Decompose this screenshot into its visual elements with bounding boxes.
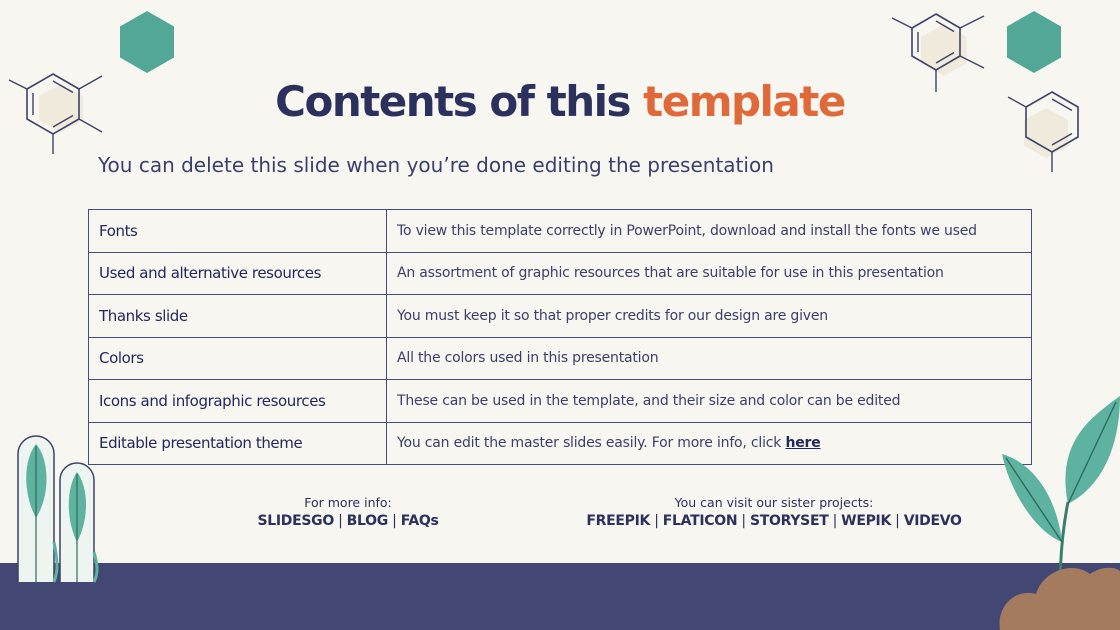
row-value: You must keep it so that proper credits for our design are given [387,295,1032,338]
subtitle: You can delete this slide when you’re done editing the presentation [98,153,774,177]
link-faqs[interactable]: FAQs [400,513,439,529]
table-row [89,210,1032,253]
link-wepik[interactable]: WEPIK [841,513,891,529]
row-key: Fonts [89,210,387,253]
title-main: Contents of this [275,77,631,126]
row-value: All the colors used in this presentation [387,337,1032,380]
link-slidesgo[interactable]: SLIDESGO [257,513,334,529]
separator: | [650,513,663,529]
title-accent: template [643,77,845,126]
row-value: An assortment of graphic resources that are suitable for use in this presentation [387,252,1032,295]
row-value-text: You can edit the master slides easily. For more info, click [397,435,786,452]
row-value [387,422,1032,465]
sister-projects-block [574,494,974,530]
separator: | [891,513,904,529]
row-key: Icons and infographic resources [89,380,387,423]
link-blog[interactable]: BLOG [346,513,388,529]
contents-table [88,209,1032,465]
here-link[interactable]: here [785,435,821,452]
table-row [89,337,1032,380]
row-key: Editable presentation theme [89,422,387,465]
link-flaticon[interactable]: FLATICON [662,513,738,529]
row-key: Used and alternative resources [89,252,387,295]
sister-projects-label: You can visit our sister projects: [674,495,874,510]
table-row [89,252,1032,295]
more-info-block [218,494,478,530]
link-videvo[interactable]: VIDEVO [903,513,962,529]
link-freepik[interactable]: FREEPIK [586,513,651,529]
more-info-links [218,512,478,530]
table-row [89,380,1032,423]
table-row [89,295,1032,338]
more-info-label: For more info: [304,495,392,510]
teal-hexagon-icon [1005,10,1063,74]
sister-projects-links [574,512,974,530]
row-value: To view this template correctly in PowerPoint, download and install the fonts we used [387,210,1032,253]
separator: | [828,513,842,529]
row-value: These can be used in the template, and their size and color can be edited [387,380,1032,423]
separator: | [387,513,401,529]
potted-plant-icon [996,392,1120,630]
table-row [89,422,1032,465]
page-title [0,74,1120,130]
plant-capsule-icon [14,432,104,586]
link-storyset[interactable]: STORYSET [749,513,829,529]
row-key: Colors [89,337,387,380]
separator: | [333,513,347,529]
footer-band [0,563,1120,630]
row-key: Thanks slide [89,295,387,338]
separator: | [737,513,750,529]
teal-hexagon-icon [118,10,176,74]
